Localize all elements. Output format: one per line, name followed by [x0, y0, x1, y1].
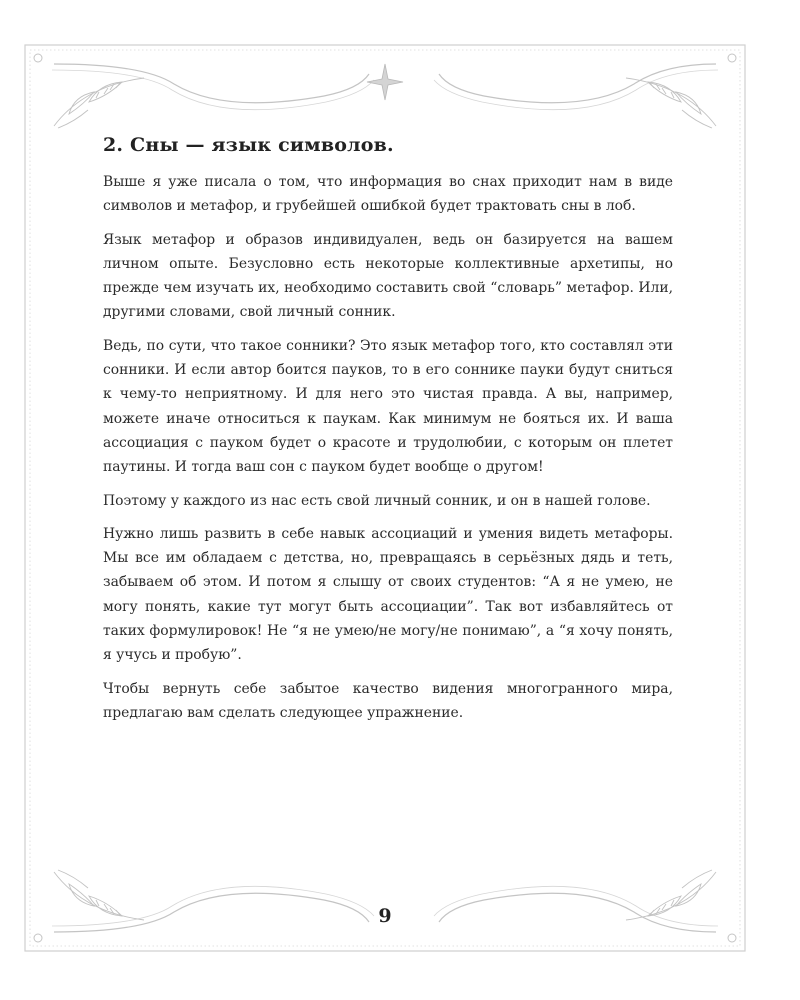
- page-content: [103, 134, 673, 734]
- paragraph: Чтобы вернуть себе забытое качество видения многогранного мира, предлагаю вам сделать следующее упражнение.: [103, 680, 673, 721]
- four-point-star-icon: [365, 62, 405, 102]
- section-heading: 2. Сны — язык символов.: [103, 134, 394, 156]
- paragraph: Выше я уже писала о том, что информация во снах приходит нам в виде символов и метафор, и грубейшей ошибкой будет трактовать сны в лоб.: [103, 174, 673, 215]
- paragraph: Нужно лишь развить в себе навык ассоциаций и умения видеть метафоры. Мы все им обладаем с детства, но, превращаясь в серьёзных дядь и теть, забываем об этом. И потом я слышу от своих студентов: “А я не умею, не могу понять, какие тут могут быть ассоциации”. Так вот избавляйтесь от таких формулировок! Не “я не умею/не могу/не понимаю”, а “я хочу понять, я учусь и пробую”.: [103, 525, 673, 664]
- paragraph: Язык метафор и образов индивидуален, ведь он базируется на вашем личном опыте. Безусловно есть некоторые коллективные архетипы, но прежде чем изучать их, необходимо составить свой “словарь” метафор. Или, другими словами, свой личный сонник.: [103, 231, 673, 321]
- paragraph: Ведь, по сути, что такое сонники? Это язык метафор того, кто составлял эти сонники. И если автор боится пауков, то в его соннике пауки будут сниться к чему-то неприятному. И для него это чистая правда. А вы, например, можете иначе относиться к паукам. Как минимум не бояться их. И ваша ассоциация с пауком будет о красоте и трудолюбии, с которым он плетет паутины. И тогда ваш сон с пауком будет вообще о другом!: [103, 337, 673, 476]
- paragraph: Поэтому у каждого из нас есть свой личный сонник, и он в нашей голове.: [103, 492, 651, 509]
- page-number: 9: [378, 905, 392, 927]
